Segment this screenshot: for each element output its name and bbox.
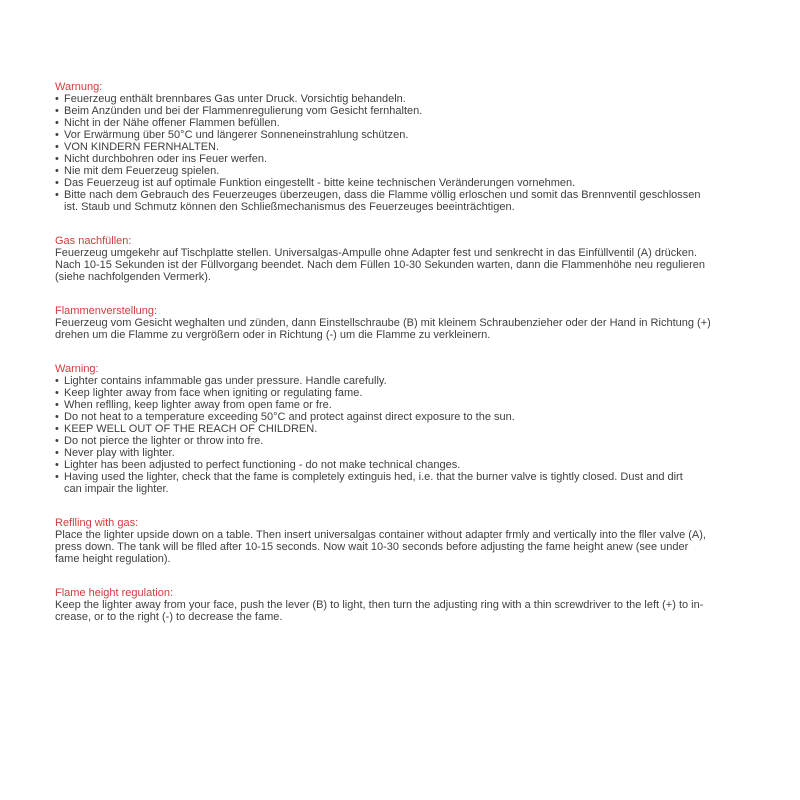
- bullet-text: Beim Anzünden und bei der Flammenregulierung vom Gesicht fernhalten.: [64, 105, 423, 117]
- bullet-item: [55, 411, 775, 423]
- section-heading-flammenverstellung: Flammenverstellung:: [55, 305, 158, 317]
- paragraph-line: Feuerzeug vom Gesicht weghalten und zünden, dann Einstellschraube (B) mit kleinem Schraubenzieher oder der Hand in Richtung (+): [55, 317, 711, 329]
- bullet-icon: •: [55, 105, 59, 117]
- bullet-line: [55, 423, 775, 435]
- bullet-line: [55, 471, 775, 483]
- bullet-text: Having used the lighter, check that the fame is completely extinguis hed, i.e. that the burner valve is tightly closed. Dust and dirt: [64, 471, 683, 483]
- bullet-icon: •: [55, 129, 59, 141]
- paragraph-line: drehen um die Flamme zu vergrößern oder in Richtung (-) um die Flamme zu verkleinern.: [55, 329, 491, 341]
- bullet-item: [55, 105, 775, 117]
- bullet-text: Nicht in der Nähe offener Flammen befüllen.: [64, 117, 280, 129]
- bullet-icon: •: [55, 459, 59, 471]
- bullet-icon: •: [55, 189, 59, 201]
- section-body-warning-en: [55, 375, 775, 495]
- section-body-gas-nachfuellen: [55, 247, 775, 283]
- bullet-icon: •: [55, 423, 59, 435]
- bullet-item: [55, 447, 775, 459]
- bullet-line: [55, 399, 775, 411]
- bullet-icon: •: [55, 141, 59, 153]
- paragraph-line: (siehe nachfolgenden Vermerk).: [55, 271, 211, 283]
- section-warnung-de: [55, 81, 775, 213]
- bullet-item: [55, 177, 775, 189]
- bullet-line: [55, 177, 775, 189]
- section-heading-warnung-de: Warnung:: [55, 81, 103, 93]
- bullet-text: Lighter contains infammable gas under pressure. Handle carefully.: [64, 375, 387, 387]
- paragraph-line: fame height regulation).: [55, 553, 171, 565]
- bullet-item: [55, 375, 775, 387]
- bullet-text: Feuerzeug enthält brennbares Gas unter Druck. Vorsichtig behandeln.: [64, 93, 406, 105]
- bullet-text: Bitte nach dem Gebrauch des Feuerzeuges überzeugen, dass die Flamme völlig erloschen und somit das Brennventil geschlossen: [64, 189, 701, 201]
- bullet-line: [55, 435, 775, 447]
- bullet-icon: •: [55, 375, 59, 387]
- bullet-continuation-line: [55, 201, 775, 213]
- bullet-icon: •: [55, 471, 59, 483]
- bullet-line: [55, 141, 775, 153]
- section-body-refilling-with-gas: [55, 529, 775, 565]
- bullet-item: [55, 129, 775, 141]
- bullet-icon: •: [55, 447, 59, 459]
- bullet-line: [55, 129, 775, 141]
- bullet-item: [55, 399, 775, 411]
- bullet-line: [55, 459, 775, 471]
- bullet-item: [55, 141, 775, 153]
- bullet-text: Keep lighter away from face when igniting or regulating fame.: [64, 387, 363, 399]
- bullet-text: Vor Erwärmung über 50°C und längerer Sonneneinstrahlung schützen.: [64, 129, 409, 141]
- section-body-flammenverstellung: [55, 317, 775, 341]
- paragraph-line: crease, or to the right (-) to decrease the fame.: [55, 611, 283, 623]
- bullet-text: When reflling, keep lighter away from open fame or fre.: [64, 399, 332, 411]
- paragraph-line: Feuerzeug umgekehr auf Tischplatte stellen. Universalgas-Ampulle ohne Adapter fest und senkrecht in das Einfüllventil (A) drücken.: [55, 247, 698, 259]
- section-heading-flame-height-regulation: Flame height regulation:: [55, 587, 174, 599]
- bullet-line: [55, 189, 775, 201]
- section-flammenverstellung: [55, 305, 775, 341]
- bullet-item: [55, 153, 775, 165]
- bullet-item: [55, 93, 775, 105]
- bullet-line: [55, 387, 775, 399]
- instruction-sheet: [55, 81, 775, 645]
- bullet-text: KEEP WELL OUT OF THE REACH OF CHILDREN.: [64, 423, 318, 435]
- bullet-text: VON KINDERN FERNHALTEN.: [64, 141, 220, 153]
- bullet-icon: •: [55, 153, 59, 165]
- bullet-icon: •: [55, 411, 59, 423]
- bullet-item: [55, 435, 775, 447]
- bullet-line: [55, 105, 775, 117]
- bullet-continuation-line: [55, 483, 775, 495]
- bullet-line: [55, 447, 775, 459]
- bullet-icon: •: [55, 399, 59, 411]
- bullet-icon: •: [55, 93, 59, 105]
- section-refilling-with-gas: [55, 517, 775, 565]
- bullet-text: Do not heat to a temperature exceeding 50°C and protect against direct exposure to the sun.: [64, 411, 515, 423]
- bullet-item: [55, 117, 775, 129]
- bullet-item: [55, 459, 775, 471]
- bullet-icon: •: [55, 435, 59, 447]
- sections-container: [55, 81, 775, 623]
- bullet-icon: •: [55, 387, 59, 399]
- bullet-icon: •: [55, 117, 59, 129]
- bullet-text: Nie mit dem Feuerzeug spielen.: [64, 165, 220, 177]
- bullet-text: can impair the lighter.: [64, 483, 169, 495]
- paragraph-line: Nach 10-15 Sekunden ist der Füllvorgang beendet. Nach dem Füllen 10-30 Sekunden warten, dann die Flammenhöhe neu regulieren: [55, 259, 706, 271]
- section-heading-warning-en: Warning:: [55, 363, 99, 375]
- section-heading-gas-nachfuellen: Gas nachfüllen:: [55, 235, 132, 247]
- paragraph-line: press down. The tank will be flled after 10-15 seconds. Now wait 10-30 seconds before adjusting the fame height anew (see under: [55, 541, 689, 553]
- bullet-text: Do not pierce the lighter or throw into fre.: [64, 435, 264, 447]
- bullet-line: [55, 411, 775, 423]
- bullet-line: [55, 93, 775, 105]
- bullet-item: [55, 471, 775, 495]
- bullet-text: Never play with lighter.: [64, 447, 175, 459]
- bullet-item: [55, 189, 775, 213]
- bullet-line: [55, 117, 775, 129]
- bullet-item: [55, 423, 775, 435]
- bullet-icon: •: [55, 177, 59, 189]
- bullet-text: ist. Staub und Schmutz können den Schließmechanismus des Feuerzeuges beeinträchtigen.: [64, 201, 515, 213]
- section-heading-refilling-with-gas: Reflling with gas:: [55, 517, 139, 529]
- paragraph-line: Keep the lighter away from your face, push the lever (B) to light, then turn the adjusting ring with a thin screwdriver to the left (+) to in-: [55, 599, 704, 611]
- section-flame-height-regulation: [55, 587, 775, 623]
- bullet-text: Lighter has been adjusted to perfect functioning - do not make technical changes.: [64, 459, 461, 471]
- bullet-item: [55, 387, 775, 399]
- section-gas-nachfuellen: [55, 235, 775, 283]
- section-body-warnung-de: [55, 93, 775, 213]
- bullet-item: [55, 165, 775, 177]
- bullet-line: [55, 375, 775, 387]
- paragraph-line: Place the lighter upside down on a table. Then insert universalgas container without adapter frmly and vertically into the fller valve (A),: [55, 529, 706, 541]
- bullet-line: [55, 153, 775, 165]
- bullet-icon: •: [55, 165, 59, 177]
- section-warning-en: [55, 363, 775, 495]
- bullet-line: [55, 165, 775, 177]
- bullet-text: Das Feuerzeug ist auf optimale Funktion eingestellt - bitte keine technischen Veränderungen vornehmen.: [64, 177, 576, 189]
- section-body-flame-height-regulation: [55, 599, 775, 623]
- bullet-text: Nicht durchbohren oder ins Feuer werfen.: [64, 153, 267, 165]
